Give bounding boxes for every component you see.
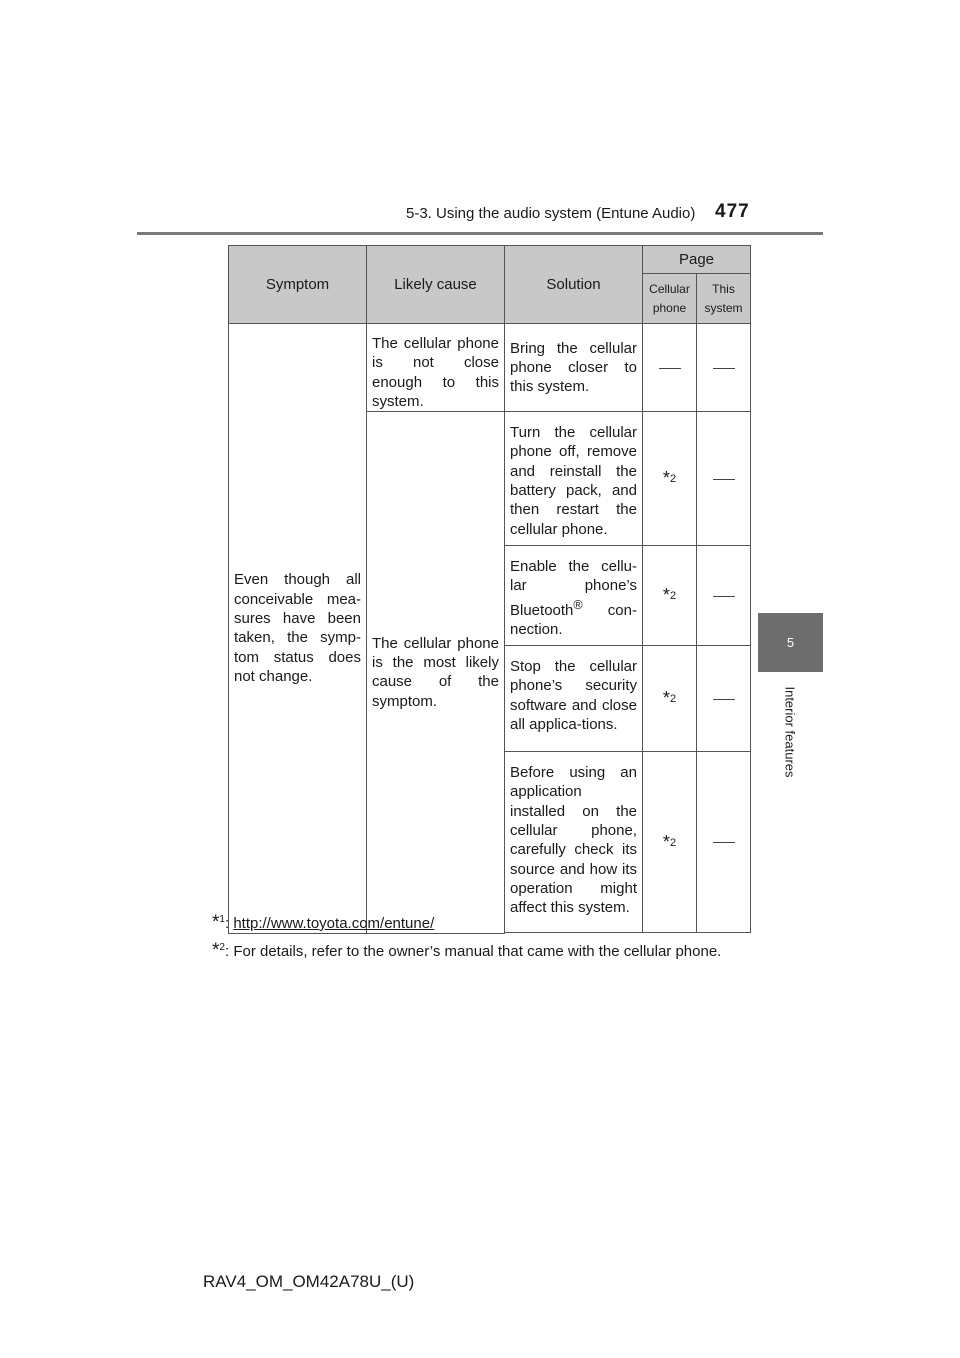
header-divider	[137, 232, 823, 235]
footnote-1	[212, 912, 434, 934]
system-page-cell	[697, 545, 751, 645]
solution-cell: Before using an application installed on the cellular phone, carefully check its source and how its operation might affect this system.	[505, 752, 643, 933]
solution-cell: Bring the cellular phone closer to this system.	[505, 324, 643, 412]
footnote-star: *	[662, 468, 670, 489]
table-row	[229, 324, 751, 412]
system-page-cell	[697, 412, 751, 546]
footnote-number: 1	[219, 914, 225, 925]
footnote-star: *	[212, 912, 220, 933]
header-likely-cause: Likely cause	[367, 246, 505, 324]
entune-link[interactable]: http://www.toyota.com/entune/	[233, 915, 435, 932]
chapter-label: Interior features	[782, 686, 798, 778]
header-this-system	[697, 274, 751, 324]
footnote-ref: 2	[669, 693, 677, 706]
header-symptom: Symptom	[229, 246, 367, 324]
dash-mark	[713, 368, 735, 369]
footnote-ref: 2	[669, 473, 677, 486]
document-code: RAV4_OM_OM42A78U_(U)	[203, 1272, 415, 1291]
header-cellular-line2: phone	[652, 300, 687, 315]
header-system-line1: This	[712, 281, 735, 296]
header-cellular-phone	[643, 274, 697, 324]
header-page: Page	[643, 246, 751, 274]
cellular-page-cell	[643, 646, 697, 752]
system-page-cell	[697, 752, 751, 933]
chapter-tab	[758, 613, 823, 672]
dash-mark	[713, 596, 735, 597]
footnote-separator: :	[224, 943, 234, 960]
header-system-line2: system	[704, 300, 743, 315]
cause-cell: The cellular phone is the most likely cause of the symptom.	[367, 412, 505, 933]
cellular-page-cell	[643, 545, 697, 645]
cellular-page-cell	[643, 412, 697, 546]
chapter-number: 5	[786, 635, 795, 650]
dash-mark	[713, 479, 735, 480]
symptom-cell: Even though all conceivable mea-sures have been taken, the symp-tom status does not change.	[229, 324, 367, 934]
solution-text-b: con-nection.	[510, 601, 637, 638]
dash-mark	[659, 368, 681, 369]
solution-text-a: Enable the cellu-lar phone’s Bluetooth	[510, 557, 637, 619]
footnote-ref: 2	[669, 590, 677, 603]
footnote-star: *	[662, 688, 670, 709]
solution-cell: Turn the cellular phone off, remove and reinstall the battery pack, and then restart the cellular phone.	[505, 412, 643, 546]
footnote-text: For details, refer to the owner’s manual that came with the cellular phone.	[233, 943, 722, 960]
cause-cell: The cellular phone is not close enough to this system.	[367, 324, 505, 412]
system-page-cell	[697, 646, 751, 752]
solution-cell	[505, 545, 643, 645]
cellular-page-cell	[643, 324, 697, 412]
solution-cell: Stop the cellular phone’s security software and close all applica-tions.	[505, 646, 643, 752]
cellular-page-cell	[643, 752, 697, 933]
page-number: 477	[715, 201, 750, 222]
footnote-separator: :	[224, 915, 234, 932]
dash-mark	[713, 842, 735, 843]
footnote-star: *	[212, 940, 220, 961]
footnote-2	[212, 940, 721, 962]
chapter-label-wrapper	[780, 672, 800, 792]
footnote-star: *	[662, 585, 670, 606]
dash-mark	[713, 699, 735, 700]
footnote-ref: 2	[669, 836, 677, 849]
system-page-cell	[697, 324, 751, 412]
header-solution: Solution	[505, 246, 643, 324]
section-title: 5-3. Using the audio system (Entune Audio)	[406, 205, 696, 222]
footnote-number: 2	[219, 942, 225, 953]
footnote-star: *	[662, 831, 670, 852]
header-cellular-line1: Cellular	[649, 281, 690, 296]
troubleshooting-table	[228, 245, 751, 934]
registered-mark: ®	[573, 597, 583, 612]
